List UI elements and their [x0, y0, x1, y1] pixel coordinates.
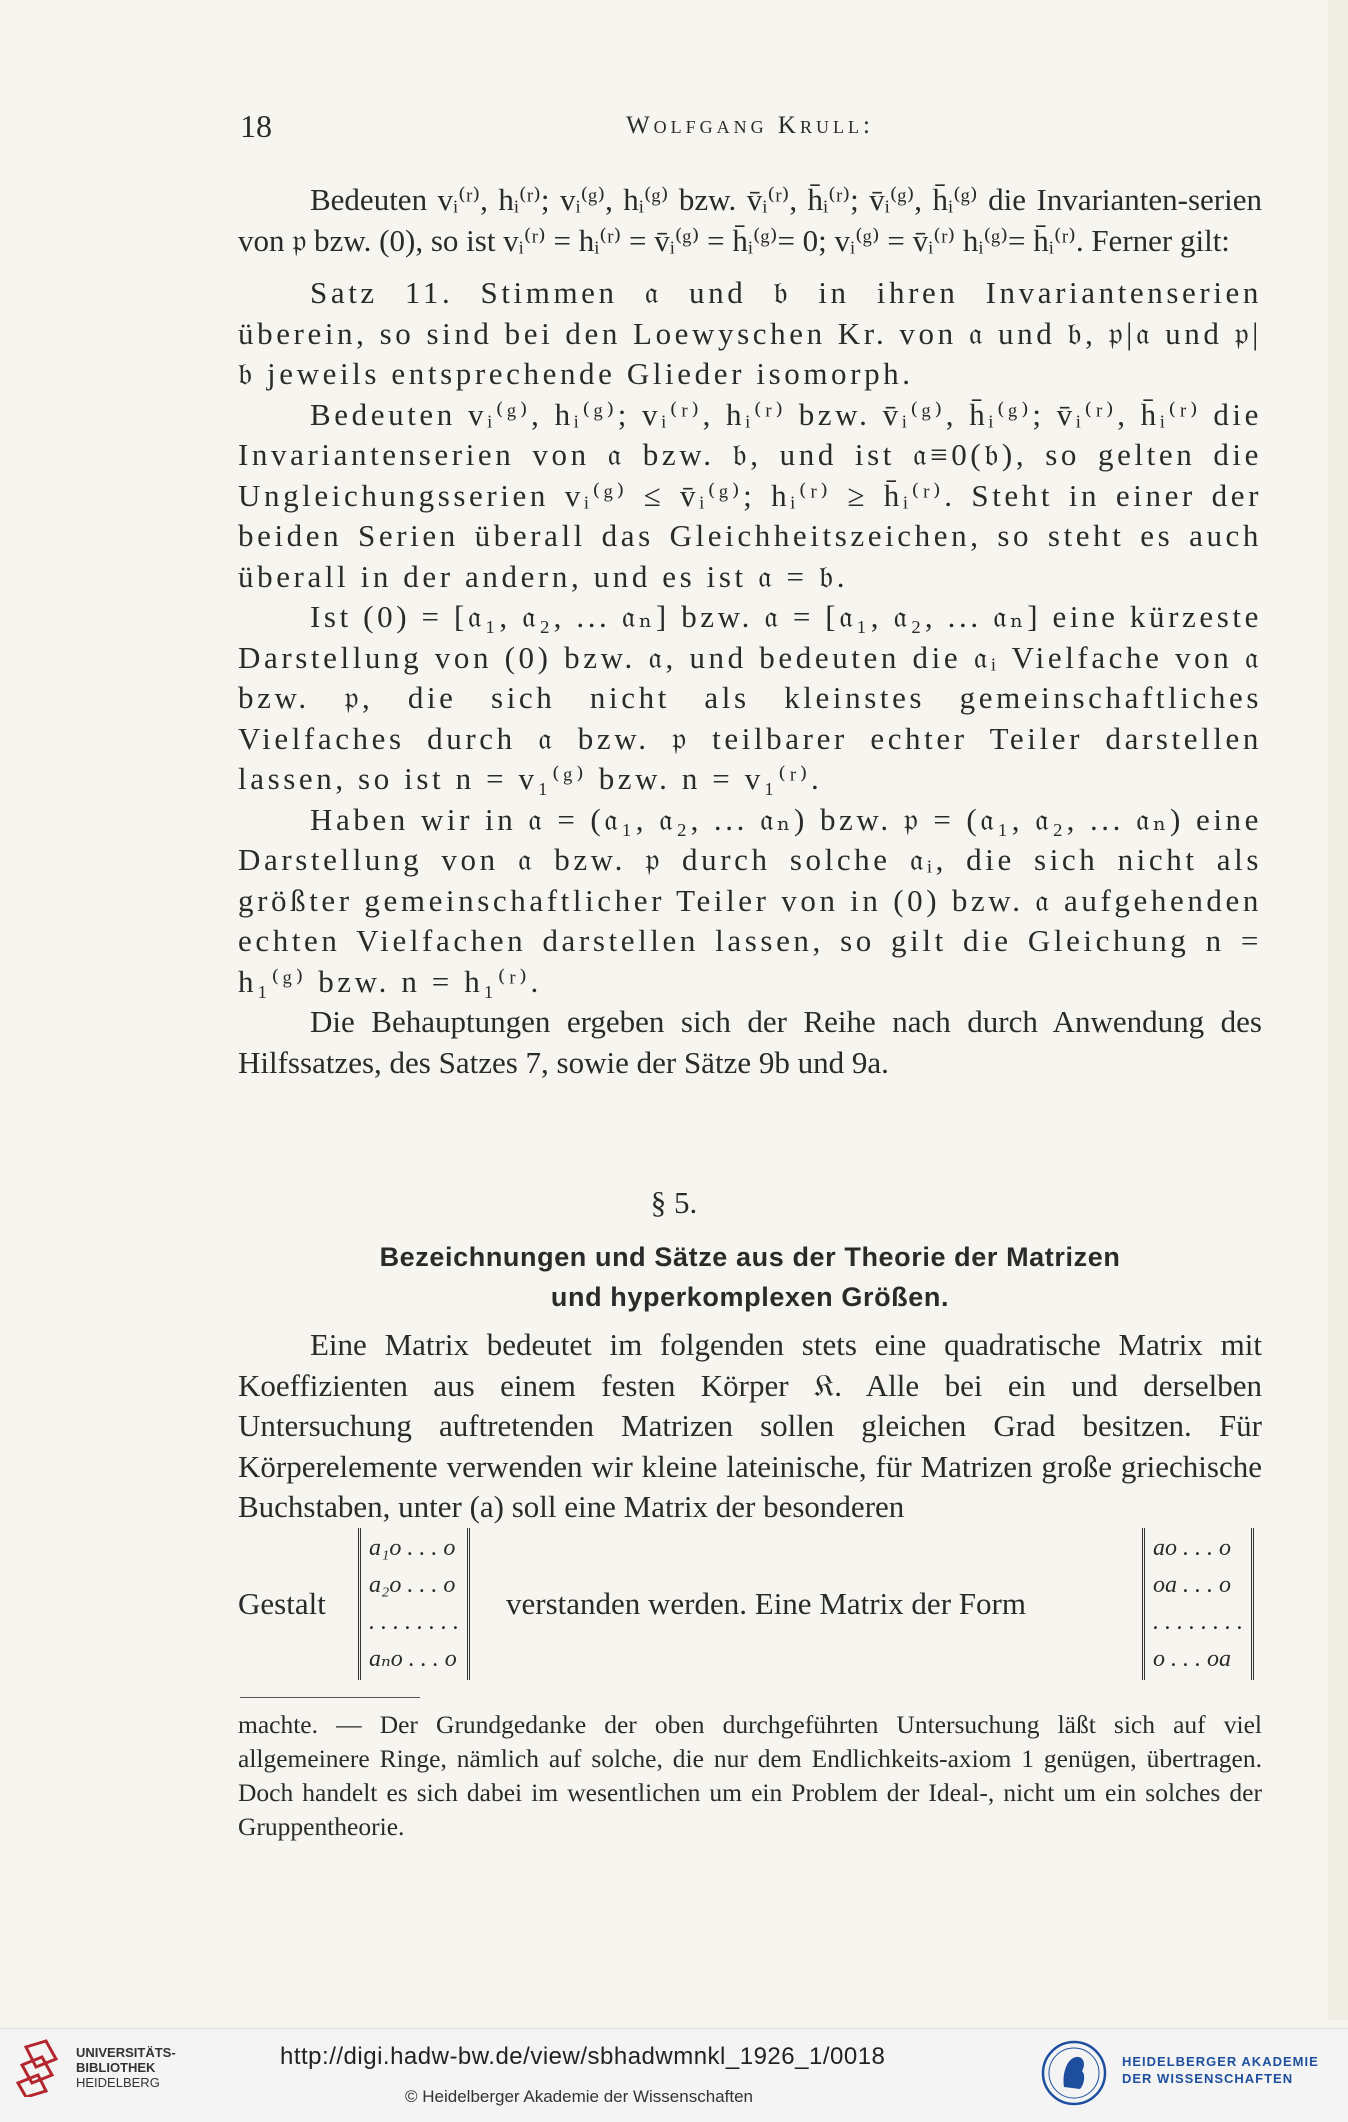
ub-heidelberg-label: [76, 2045, 176, 2090]
paragraph-shortest-representation: Ist (0) = [𝔞₁, 𝔞₂, ... 𝔞ₙ] bzw. 𝔞 = [𝔞₁, 𝔞₂, ... 𝔞ₙ] eine kürzeste Darstellung von (0) bzw. 𝔞, und bedeuten die 𝔞ᵢ Vielfache von 𝔞 bzw. 𝔭, die sich nicht als kleinstes gemeinschaftliches Vielfaches durch 𝔞 bzw. 𝔭 teilbarer echter Teiler darstellen lassen, so ist n = v₁⁽ᵍ⁾ bzw. n = v₁⁽ʳ⁾.: [238, 599, 1262, 796]
matrix-row: a₂o . . . o: [369, 1572, 456, 1598]
hadw-line-2: DER WISSENSCHAFTEN: [1122, 2071, 1294, 2086]
footnote-rule: [240, 1697, 420, 1698]
running-title: Wolfgang Krull:: [626, 112, 874, 139]
hadw-label: [1122, 2053, 1319, 2087]
section-heading-line-2: und hyperkomplexen Größen.: [550, 1282, 950, 1312]
paragraph-gcd-representation: Haben wir in 𝔞 = (𝔞₁, 𝔞₂, ... 𝔞ₙ) bzw. 𝔭 = (𝔞₁, 𝔞₂, ... 𝔞ₙ) eine Darstellung von 𝔞 bzw. 𝔭 durch solche 𝔞ᵢ, die sich nicht als größter gemeinschaftlicher Teiler von in (0) bzw. 𝔞 aufgehenden echten Vielfachen darstellen lassen, so gilt die Gleichung n = h₁⁽ᵍ⁾ bzw. n = h₁⁽ʳ⁾.: [238, 801, 1262, 999]
matrix-row: ao . . . o: [1153, 1535, 1231, 1561]
paragraph-inequality-series: Bedeuten vᵢ⁽ᵍ⁾, hᵢ⁽ᵍ⁾; vᵢ⁽ʳ⁾, hᵢ⁽ʳ⁾ bzw. v̄ᵢ⁽ᵍ⁾, h̄ᵢ⁽ᵍ⁾; v̄ᵢ⁽ʳ⁾, h̄ᵢ⁽ʳ⁾ die Invariantenserien von 𝔞 bzw. 𝔟, und ist 𝔞≡0(𝔟), so gelten die Ungleichungsserien vᵢ⁽ᵍ⁾ ≤ v̄ᵢ⁽ᵍ⁾; hᵢ⁽ʳ⁾ ≥ h̄ᵢ⁽ʳ⁾. Steht in einer der beiden Serien überall das Gleichheitszeichen, so steht es auch überall in der andern, und es ist 𝔞 = 𝔟.: [238, 396, 1262, 594]
gestalt-label: Gestalt: [238, 1586, 326, 1621]
paragraph-proof-note: Die Behauptungen ergeben sich der Reihe nach durch Anwendung des Hilfssatzes, des Satzes 7, sowie der Sätze 9b und 9a.: [238, 1004, 1262, 1080]
section-heading-line-1: Bezeichnungen und Sätze aus der Theorie der Matrizen: [379, 1242, 1121, 1272]
ub-line-1: UNIVERSITÄTS-: [76, 2045, 176, 2060]
matrix-row: oa . . . o: [1153, 1572, 1231, 1598]
copyright-notice: © Heidelberger Akademie der Wissenschaften: [405, 2087, 753, 2106]
page-number: 18: [240, 108, 272, 144]
theorem-11: Satz 11. Stimmen 𝔞 und 𝔟 in ihren Invariantenserien überein, so sind bei den Loewyschen Kr. von 𝔞 und 𝔟, 𝔭|𝔞 und 𝔭|𝔟 jeweils entsprechende Glieder isomorph.: [238, 275, 1262, 391]
paragraph-invariant-series: Bedeuten vᵢ⁽ʳ⁾, hᵢ⁽ʳ⁾; vᵢ⁽ᵍ⁾, hᵢ⁽ᵍ⁾ bzw. v̄ᵢ⁽ʳ⁾, h̄ᵢ⁽ʳ⁾; v̄ᵢ⁽ᵍ⁾, h̄ᵢ⁽ᵍ⁾ die Invarianten-serien von 𝔭 bzw. (0), so ist vᵢ⁽ʳ⁾ = hᵢ⁽ʳ⁾ = v̄ᵢ⁽ᵍ⁾ = h̄ᵢ⁽ᵍ⁾= 0; vᵢ⁽ᵍ⁾ = v̄ᵢ⁽ʳ⁾ hᵢ⁽ᵍ⁾= h̄ᵢ⁽ʳ⁾. Ferner gilt:: [238, 182, 1262, 258]
matrix-display: [238, 1528, 1262, 1683]
matrix-middle-text: verstanden werden. Eine Matrix der Form: [506, 1586, 1026, 1621]
ub-line-2: BIBLIOTHEK: [76, 2060, 156, 2075]
matrix-row: o . . . oa: [1153, 1646, 1231, 1672]
section-heading: [240, 1237, 1260, 1317]
matrix-row: . . . . . . . .: [1153, 1609, 1243, 1635]
hadw-line-1: HEIDELBERGER AKADEMIE: [1122, 2054, 1319, 2069]
page-header: [240, 108, 1260, 148]
matrix-row: a₁o . . . o: [369, 1535, 456, 1561]
paragraph-matrix-definition: Eine Matrix bedeutet im folgenden stets eine quadratische Matrix mit Koeffizienten aus einem festen Körper 𝔎. Alle bei ein und derselben Untersuchung auftretenden Matrizen sollen gleichen Grad besitzen. Für Körperelemente verwenden wir kleine lateinische, für Matrizen große griechische Buchstaben, unter (a) soll eine Matrix der besonderen: [238, 1327, 1262, 1524]
permalink-url[interactable]: http://digi.hadw-bw.de/view/sbhadwmnkl_1926_1/0018: [280, 2043, 886, 2070]
scalar-matrix: [1142, 1528, 1254, 1680]
page-edge: [1328, 0, 1348, 2020]
matrix-row: aₙo . . . o: [369, 1646, 457, 1672]
body-text-upper: [238, 180, 1262, 1083]
hadw-seal-icon: [1040, 2037, 1108, 2109]
viewer-footer: [0, 2028, 1348, 2122]
body-text-lower: [238, 1325, 1262, 1528]
diagonal-column-matrix: [358, 1528, 470, 1680]
ub-heidelberg-logo-icon: [16, 2039, 66, 2097]
footnote: machte. — Der Grundgedanke der oben durchgeführten Untersuchung läßt sich auf viel allgemeinere Ringe, nämlich auf solche, die nur dem Endlichkeits-axiom 1 genügen, übertragen. Doch handelt es sich dabei im wesentlichen um ein Problem der Ideal-, nicht um ein solches der Gruppentheorie.: [238, 1710, 1262, 1841]
section-mark: § 5.: [650, 1185, 698, 1220]
matrix-row: . . . . . . . .: [369, 1609, 459, 1635]
ub-line-3: HEIDELBERG: [76, 2075, 160, 2090]
